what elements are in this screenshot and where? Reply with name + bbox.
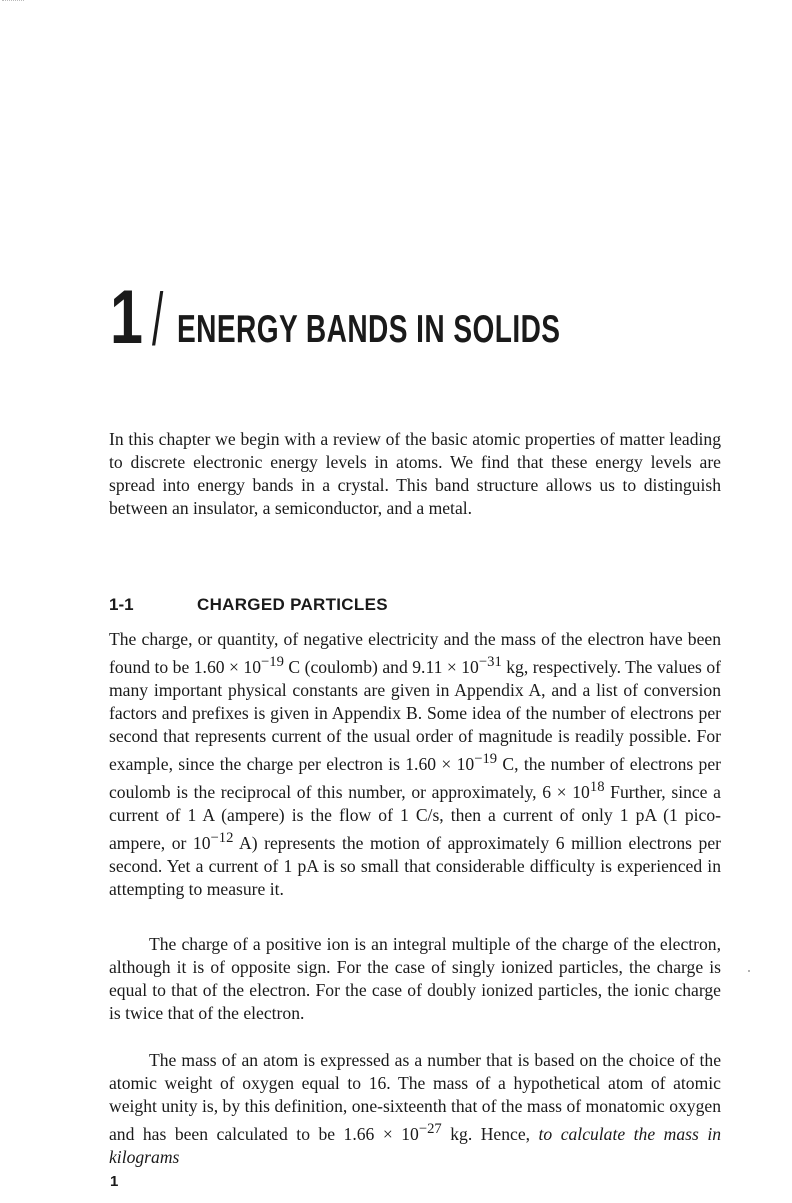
paragraph-text: kg. Hence, [441, 1124, 539, 1145]
paragraph-text: A) represents the motion of approximately 6 million electrons per second. Yet a current of 1 pA is so small that considerable difficulty is experienced in attempting to measure it. [109, 833, 721, 900]
exponent: −19 [474, 751, 498, 768]
section-number: 1-1 [109, 595, 134, 614]
chapter-title: ENERGY BANDS IN SOLIDS [177, 308, 561, 351]
paragraph-text: kg, respectively. The values of many important physical constants are given in Appendix A, and a list of conversion factors and prefixes is given in Appendix B. Some idea of the number of electrons per second that represents current of the usual order of magnitude is readily possible. For example, since the charge per electron is 1.60 × 10 [109, 656, 722, 775]
exponent: −31 [478, 654, 502, 671]
paragraph-text: The charge, or quantity, of negative electricity and the mass of the electron have been found to be 1.60 × 10 [109, 629, 721, 677]
body-paragraph [109, 628, 721, 901]
exponent: −12 [210, 830, 234, 847]
exponent: −27 [418, 1121, 442, 1138]
chapter-number: 1 [110, 275, 143, 360]
exponent: −19 [261, 654, 284, 671]
page-number: 1 [110, 1173, 119, 1190]
italic-text: to calculate the mass in kilograms [109, 1124, 722, 1168]
paragraph-text: The mass of an atom is expressed as a number that is based on the choice of the atomic weight of oxygen equal to 16. The mass of a hypothetical atom of atomic weight unity is, by this definition, one-sixteenth that of the mass of monatomic oxygen and has been calculated to be 1.66 × 10 [109, 1050, 721, 1145]
section-heading [109, 592, 721, 618]
body-paragraph [109, 1049, 721, 1169]
scan-speck [748, 970, 750, 972]
body-paragraph: The charge of a positive ion is an integral multiple of the charge of the electron, although it is of opposite sign. For the case of singly ionized particles, the charge is equal to that of the electron. For the case of doubly ionized particles, the ionic charge is twice that of the electron. [109, 934, 721, 1024]
scan-corner-mark [2, 0, 24, 9]
paragraph-text: Further, since a current of 1 A (ampere) is the flow of 1 C/s, then a current of only 1 pA (1 pico-ampere, or 10 [109, 782, 721, 854]
section-title: CHARGED PARTICLES [197, 595, 388, 614]
paragraph-text: C, the number of electrons per coulomb is the reciprocal of this number, or approximately, 6 × 10 [109, 754, 721, 803]
paragraph-text: C (coulomb) and 9.11 × 10 [283, 656, 479, 677]
exponent: 18 [589, 779, 605, 796]
chapter-heading [110, 276, 750, 360]
chapter-slash: / [152, 278, 164, 361]
intro-paragraph: In this chapter we begin with a review of the basic atomic properties of matter leading to discrete electronic energy levels in atoms. We find that these energy levels are spread into energy bands in a crystal. This band structure allows us to distinguish between an insulator, a semiconductor, and a metal. [109, 429, 721, 519]
